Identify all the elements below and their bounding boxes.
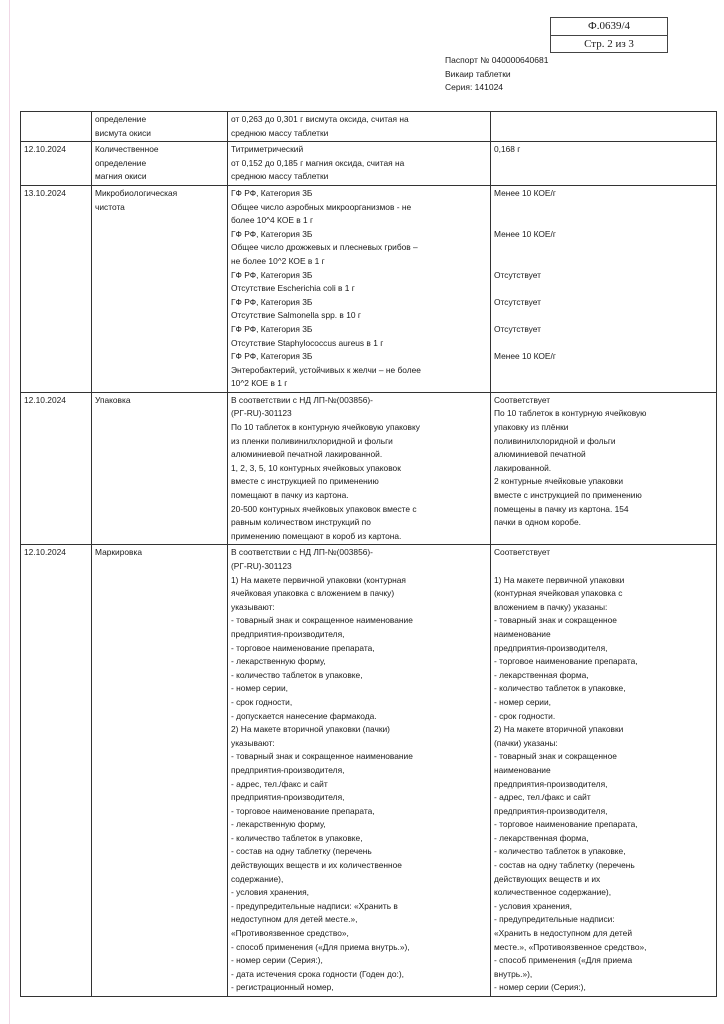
parameter-cell	[92, 392, 228, 545]
cell-line: недоступном для детей месте.»,	[231, 914, 358, 925]
cell-line: - условия хранения,	[494, 900, 572, 911]
cell-line: - количество таблеток в упаковке,	[494, 846, 626, 857]
cell-line: «Противоязвенное средство»,	[231, 928, 349, 939]
result-cell	[491, 545, 717, 997]
table-row	[21, 545, 717, 997]
date-cell	[21, 142, 92, 186]
cell-line: - адрес, тел./факс и сайт	[231, 778, 328, 789]
cell-line: Общее число аэробных микроорганизмов - не	[231, 201, 412, 212]
cell-line: Менее 10 КОЕ/г	[494, 351, 556, 362]
cell-line: вложением в пачку) указаны:	[494, 601, 608, 612]
cell-line: Микробиологическая	[95, 187, 178, 198]
cell-line: предприятия-производителя,	[231, 628, 345, 639]
parameter-cell	[92, 142, 228, 186]
passport-header	[445, 54, 548, 95]
cell-line: Менее 10 КОЕ/г	[494, 187, 556, 198]
cell-line: 20-500 контурных ячейковых упаковок вместе с	[231, 503, 417, 514]
cell-line: - допускается нанесение фармакода.	[231, 710, 377, 721]
cell-line: - торговое наименование препарата,	[494, 819, 638, 830]
form-code-box	[550, 17, 668, 53]
cell-line: - товарный знак и сокращенное наименование	[231, 615, 413, 626]
cell-line: - товарный знак и сокращенное	[494, 615, 617, 626]
passport-number: Паспорт № 040000640681	[445, 55, 549, 65]
result-cell	[491, 185, 717, 392]
cell-line: 13.10.2024	[24, 187, 66, 198]
requirement-cell	[228, 142, 491, 186]
parameter-cell	[92, 545, 228, 997]
cell-line: - торговое наименование препарата,	[494, 656, 638, 667]
cell-line: - способ применения («Для приема внутрь.»),	[231, 941, 410, 952]
cell-line: помещены в пачку из картона. 154	[494, 503, 629, 514]
requirement-cell	[228, 185, 491, 392]
cell-line: ГФ РФ, Категория 3Б	[231, 269, 313, 280]
cell-line: Соответствует	[494, 394, 551, 405]
cell-line	[494, 214, 713, 228]
cell-line: Маркировка	[95, 547, 142, 558]
cell-line: Отсутствует	[494, 296, 541, 307]
cell-line: (пачки) указаны:	[494, 737, 558, 748]
cell-line: действующих веществ и их	[494, 873, 601, 884]
cell-line: не более 10^2 КОЕ в 1 г	[231, 255, 325, 266]
table-row	[21, 392, 717, 545]
cell-line: предприятия-производителя,	[231, 792, 345, 803]
page-margin-line	[9, 0, 10, 1024]
cell-line: месте.», «Противоязвенное средство»,	[494, 941, 647, 952]
form-code: Ф.0639/4	[551, 18, 667, 36]
cell-line: ГФ РФ, Категория 3Б	[231, 228, 313, 239]
cell-line: упаковку из плёнки	[494, 422, 569, 433]
cell-line: Менее 10 КОЕ/г	[494, 228, 556, 239]
cell-line: ГФ РФ, Категория 3Б	[231, 187, 313, 198]
cell-line: - торговое наименование препарата,	[231, 642, 375, 653]
cell-line: - регистрационный номер,	[231, 982, 334, 993]
cell-line: (РГ-RU)-301123	[231, 561, 292, 571]
requirement-cell	[228, 112, 491, 142]
cell-line: - срок годности,	[231, 696, 293, 707]
page-number: Стр. 2 из 3	[584, 38, 634, 50]
cell-line: Отсутствие Escherichia coli в 1 г	[231, 283, 355, 294]
cell-line	[494, 201, 713, 215]
cell-line: предприятия-производителя,	[494, 778, 608, 789]
cell-line: 10^2 КОЕ в 1 г	[231, 378, 288, 389]
cell-line: ГФ РФ, Категория 3Б	[231, 351, 313, 362]
cell-line: - товарный знак и сокращенное	[494, 751, 617, 762]
cell-line: Титриметрический	[231, 144, 304, 155]
product-name: Викаир таблетки	[445, 68, 511, 79]
cell-line: (контурная ячейковая упаковка с	[494, 588, 623, 599]
cell-line: 1, 2, 3, 5, 10 контурных ячейковых упаковок	[231, 462, 401, 473]
cell-line: Отсутствует	[494, 323, 541, 334]
cell-line: - номер серии (Серия:),	[231, 955, 323, 966]
cell-line: - лекарственную форму,	[231, 656, 326, 667]
cell-line	[494, 255, 713, 269]
cell-line: 1) На макете первичной упаковки (контурная	[231, 574, 406, 585]
cell-line	[494, 309, 713, 323]
cell-line: Общее число дрожжевых и плесневых грибов –	[231, 242, 418, 253]
cell-line: - срок годности.	[494, 710, 556, 721]
table-row	[21, 185, 717, 392]
cell-line: предприятия-производителя,	[494, 642, 608, 653]
cell-line: 12.10.2024	[24, 547, 66, 558]
cell-line: - способ применения («Для приема	[494, 955, 633, 966]
cell-line: Отсутствие Staphylococcus aureus в 1 г	[231, 337, 384, 348]
cell-line: 12.10.2024	[24, 144, 66, 155]
cell-line: вместе с инструкцией по применению	[494, 490, 642, 501]
cell-line: По 10 таблеток в контурную ячейковую	[494, 408, 647, 419]
cell-line: - дата истечения срока годности (Годен до:),	[231, 968, 404, 979]
cell-line: - лекарственная форма,	[494, 669, 589, 680]
analysis-table	[20, 111, 717, 997]
cell-line	[494, 282, 713, 296]
cell-line: действующих веществ и их количественное	[231, 860, 402, 871]
cell-line: количественное содержание),	[494, 887, 612, 898]
table-row	[21, 142, 717, 186]
cell-line: (РГ-RU)-301123	[231, 408, 292, 419]
cell-line	[494, 337, 713, 351]
cell-line: внутрь.»),	[494, 968, 533, 979]
cell-line: Отсутствие Salmonella spp. в 10 г	[231, 310, 361, 321]
cell-line: 0,168 г	[494, 144, 521, 155]
requirement-cell	[228, 392, 491, 545]
cell-line: - адрес, тел./факс и сайт	[494, 792, 591, 803]
cell-line: среднюю массу таблетки	[231, 171, 329, 182]
cell-line	[494, 560, 713, 574]
cell-line: Отсутствует	[494, 269, 541, 280]
cell-line: Количественное	[95, 144, 159, 155]
cell-line: «Хранить в недоступном для детей	[494, 928, 632, 939]
result-cell	[491, 392, 717, 545]
cell-line: - номер серии,	[494, 696, 551, 707]
cell-line: Упаковка	[95, 394, 131, 405]
cell-line: ячейковая упаковка с вложением в пачку)	[231, 588, 395, 599]
parameter-cell	[92, 185, 228, 392]
series-number: Серия: 141024	[445, 82, 504, 92]
cell-line: поливинилхлоридной и фольги	[494, 435, 616, 446]
cell-line: указывают:	[231, 601, 275, 612]
cell-line: В соответствии с НД ЛП-№(003856)-	[231, 547, 373, 558]
cell-line: висмута окиси	[95, 127, 151, 138]
cell-line: наименование	[494, 764, 551, 775]
cell-line: ГФ РФ, Категория 3Б	[231, 323, 313, 334]
cell-line: Энтеробактерий, устойчивых к желчи – не более	[231, 364, 421, 375]
result-cell	[491, 142, 717, 186]
cell-line: определение	[95, 157, 147, 168]
cell-line: 2) На макете вторичной упаковки (пачки)	[231, 724, 390, 735]
result-cell	[491, 112, 717, 142]
cell-line: - количество таблеток в упаковке,	[494, 683, 626, 694]
cell-line: равным количеством инструкций по	[231, 517, 371, 528]
table-row	[21, 112, 717, 142]
cell-line: от 0,263 до 0,301 г висмута оксида, считая на	[231, 114, 409, 124]
cell-line: 2) На макете вторичной упаковки	[494, 724, 624, 735]
cell-line: - количество таблеток в упаковке,	[231, 669, 363, 680]
cell-line: наименование	[494, 628, 551, 639]
cell-line: лакированной.	[494, 462, 552, 473]
date-cell	[21, 112, 92, 142]
requirement-cell	[228, 545, 491, 997]
cell-line: 2 контурные ячейковые упаковки	[494, 476, 624, 487]
cell-line: - лекарственная форма,	[494, 832, 589, 843]
cell-line: - лекарственную форму,	[231, 819, 326, 830]
date-cell	[21, 185, 92, 392]
cell-line: По 10 таблеток в контурную ячейковую упаковку	[231, 422, 420, 433]
cell-line: от 0,152 до 0,185 г магния оксида, считая на	[231, 157, 405, 168]
cell-line: определение	[95, 114, 147, 124]
cell-line: - условия хранения,	[231, 887, 309, 898]
date-cell	[21, 545, 92, 997]
cell-line: среднюю массу таблетки	[231, 127, 329, 138]
cell-line: применению помещают в короб из картона.	[231, 530, 402, 541]
cell-line: - номер серии (Серия:),	[494, 982, 586, 993]
cell-line: - состав на одну таблетку (перечень	[231, 846, 372, 857]
cell-line: предприятия-производителя,	[231, 764, 345, 775]
cell-line: алюминиевой печатной лакированной.	[231, 449, 383, 460]
date-cell	[21, 392, 92, 545]
cell-line: более 10^4 КОЕ в 1 г	[231, 215, 314, 226]
cell-line: ГФ РФ, Категория 3Б	[231, 296, 313, 307]
cell-line: указывают:	[231, 737, 275, 748]
cell-line: пачки в одном коробе.	[494, 517, 581, 528]
cell-line: вместе с инструкцией по применению	[231, 476, 379, 487]
cell-line: помещают в пачку из картона.	[231, 490, 349, 501]
cell-line: - номер серии,	[231, 683, 288, 694]
cell-line: 12.10.2024	[24, 394, 66, 405]
cell-line: чистота	[95, 201, 125, 212]
cell-line	[494, 241, 713, 255]
cell-line: - состав на одну таблетку (перечень	[494, 860, 635, 871]
cell-line: из пленки поливинилхлоридной и фольги	[231, 435, 393, 446]
cell-line	[24, 113, 88, 127]
cell-line: содержание),	[231, 873, 284, 884]
cell-line: алюминиевой печатной	[494, 449, 586, 460]
cell-line: В соответствии с НД ЛП-№(003856)-	[231, 394, 373, 405]
cell-line: магния окиси	[95, 171, 147, 182]
cell-line: - товарный знак и сокращенное наименование	[231, 751, 413, 762]
cell-line: - предупредительные надписи:	[494, 914, 615, 925]
parameter-cell	[92, 112, 228, 142]
cell-line: 1) На макете первичной упаковки	[494, 574, 625, 585]
cell-line: - предупредительные надписи: «Хранить в	[231, 900, 398, 911]
cell-line: предприятия-производителя,	[494, 805, 608, 816]
cell-line: - количество таблеток в упаковке,	[231, 832, 363, 843]
cell-line: - торговое наименование препарата,	[231, 805, 375, 816]
cell-line: Соответствует	[494, 547, 551, 558]
